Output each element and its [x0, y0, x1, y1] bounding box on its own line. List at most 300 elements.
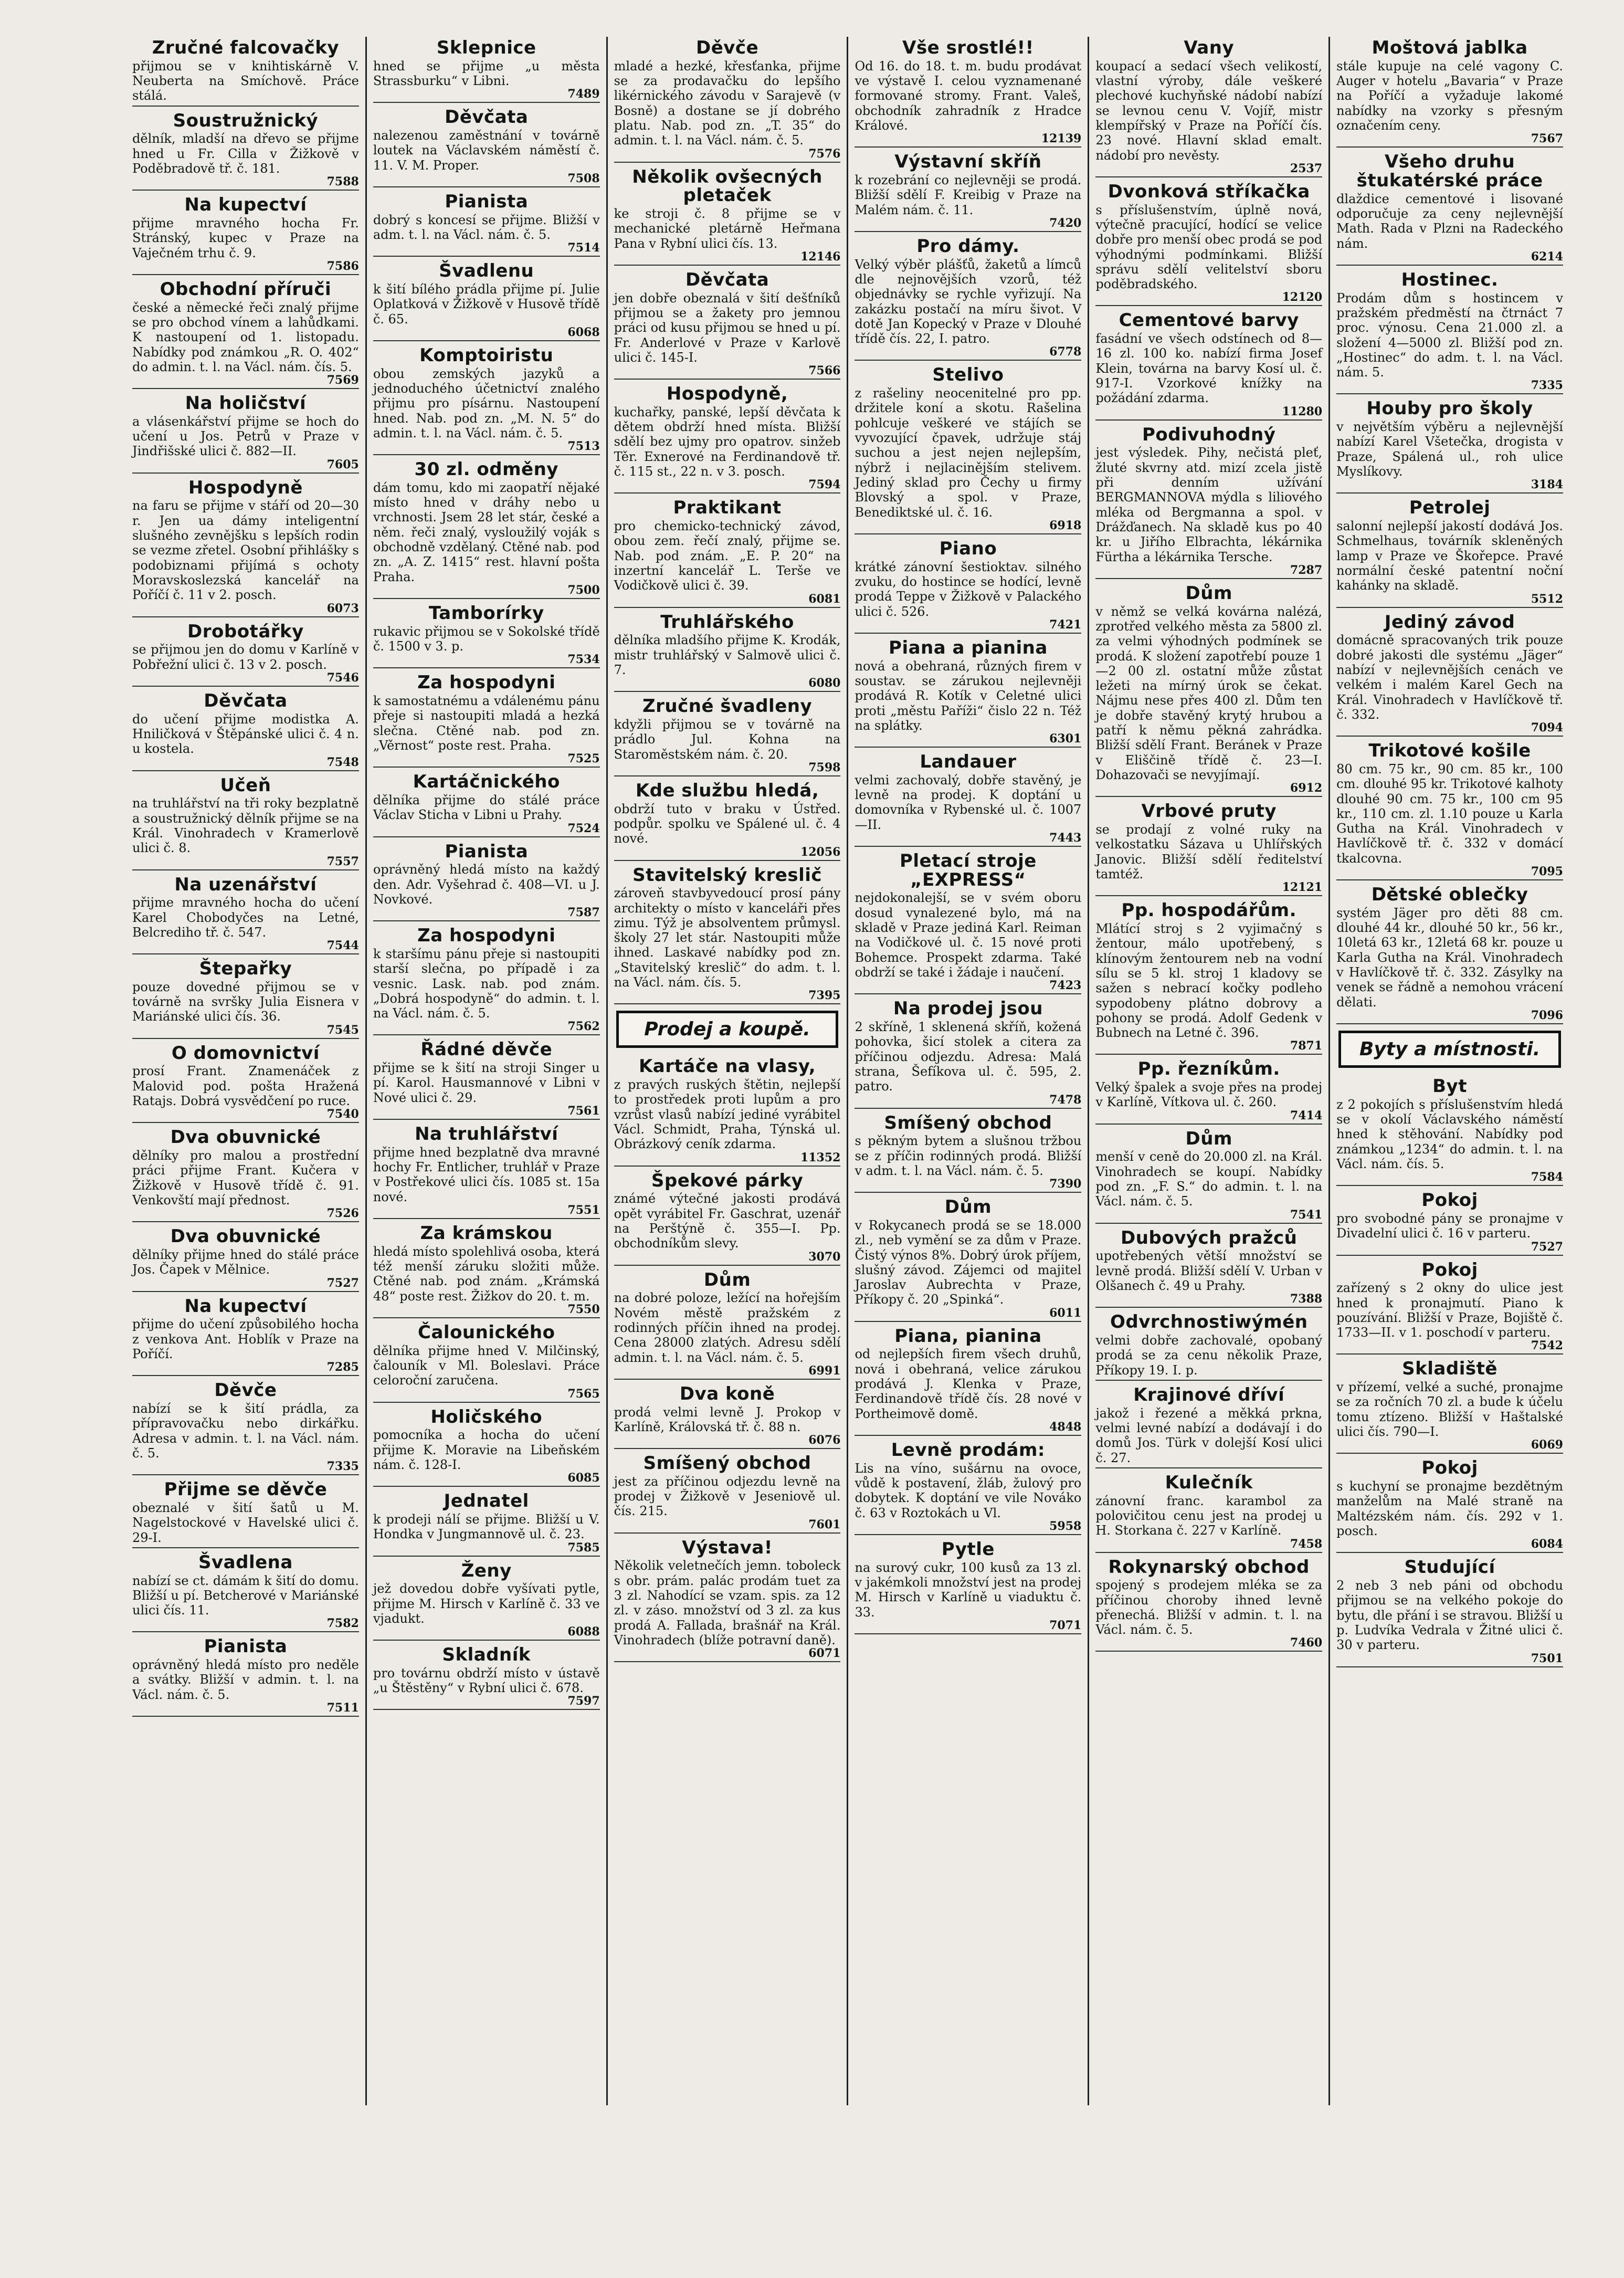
ad-title: Pianista — [445, 191, 529, 212]
ad-body: nová a obehraná, různých firem v soustav. se zárukou nejlevněji prodává R. Kotík v Celetné ulici proti „městu Paříži“ čislo 22 n. Též na splátky. — [855, 658, 1082, 733]
classified-ad — [614, 1539, 841, 1663]
ad-body: české a německé řeči znalý přijme se pro obchod vínem a lahůdkami. K nastoupení od 1. listopadu. Nabídky pod známkou „R. O. 402“ do admin. t. l. na Václ. nám. čís. 5. — [132, 300, 359, 374]
ad-title: Truhlářského — [660, 611, 794, 633]
ad-reference-number: 7565 — [567, 1387, 600, 1401]
ad-reference-number: 6011 — [1049, 1306, 1082, 1320]
ad-reference-number: 7395 — [808, 989, 841, 1003]
classified-ad — [1336, 1360, 1563, 1454]
ad-title: Na kupectví — [184, 1295, 307, 1317]
ad-body: s pěkným bytem a slušnou tržbou se z příčin rodinných prodá. Bližší v adm. t. l. na Václ. nám. č. 5. — [855, 1133, 1082, 1178]
ad-body: nabízí se k šití prádla, za přípravovačku nebo dirkářku. Adresa v admin. t. l. na Václ. nám. č. 5. — [132, 1401, 359, 1461]
classified-ad — [132, 1481, 359, 1548]
classified-ad — [855, 39, 1081, 148]
classified-ad — [1095, 584, 1322, 797]
ad-body: nejdokonalejší, se v svém oboru dosud vynalezené bylo, má na skladě v Praze jediná Karl. Reiman na Vodičkové ul. č. 15 nové proti Bohemce. Prospekt zdarma. Také obdrží se také i žádaje i naučení. — [855, 890, 1082, 980]
ad-reference-number: 7287 — [1290, 563, 1323, 577]
classified-ad — [132, 39, 359, 107]
ad-title: Děvče — [695, 37, 759, 58]
ad-body: z rašeliny neocenitelné pro pp. držitele koní a skotu. Rašelina pohlcuje veškeré ve stájích se vyvozující čpavek, udržuje stáj suchou a jest nejen nejlepším, nýbrž i nejlacinějším stelivem. Jediný sklad pro Čechy u firmy Blovský a spol. v Praze, Benediktské ul. č. 16. — [855, 386, 1082, 520]
classified-ad — [132, 692, 359, 771]
classified-ad — [855, 852, 1081, 994]
ad-reference-number: 12121 — [1282, 880, 1323, 895]
classified-ad — [614, 1172, 841, 1266]
ad-reference-number: 7524 — [567, 821, 600, 835]
ad-body: přijme do učení způsobilého hocha z venkova Ant. Hoblík v Praze na Poříčí. — [132, 1317, 359, 1361]
ad-title: Drobotářky — [187, 621, 304, 642]
classified-ads-page — [126, 37, 1569, 2105]
ad-reference-number: 7551 — [567, 1203, 600, 1217]
ad-title: Dvonková stříkačka — [1108, 181, 1310, 202]
ad-body: koupací a sedací všech velikostí, vlastní výroby, dále veškeré plechové kuchyňské nádobí nabízí se levnou cenu V. Vojíř, mistr klempířský v Praze na Poříčí čís. 23 nové. Hlavní sklad emalt. nádobí pro nevěsty. — [1095, 58, 1323, 163]
ad-body: přijme mravného hocha Fr. Stránský, kupec v Praze na Vaječném trhu č. 9. — [132, 215, 359, 260]
classified-ad — [1095, 311, 1322, 420]
ad-title: Dětské oblečky — [1371, 884, 1528, 906]
classified-ad — [855, 1198, 1081, 1322]
ad-body: v Rokycanech prodá se se 18.000 zl., neb vymění se za dům v Praze. Čistý výnos 8%. Dobrý úrok příjem, slušný závod. Zájemci od majitel Jaroslav Aubrechta v Praze, Příkopy č. 20 „Spinká“. — [855, 1217, 1082, 1307]
ad-title: Štepařky — [199, 958, 292, 980]
ad-body: z 2 pokojích s příslušenstvím hledá se v okolí Václavského náměstí hned k stěhování. Nabídky pod známkou „1234“ do admin. t. l. na Václ. nám. čís. 5. — [1336, 1097, 1563, 1171]
ad-reference-number: 6080 — [808, 676, 841, 690]
ad-title: Čalounického — [418, 1321, 555, 1343]
ad-title: Holičského — [430, 1406, 543, 1427]
ad-title: Špekové párky — [651, 1170, 804, 1191]
ad-body: od nejlepších firem všech druhů, nová i obehraná, velice zárukou prodává J. Klenka v Praze, Ferdinandově třídě čís. 28 nové v Portheimově domě. — [855, 1347, 1082, 1421]
ad-title: Pianista — [204, 1636, 288, 1657]
classified-ad — [1336, 1261, 1563, 1355]
ad-title: Na kupectví — [184, 194, 307, 216]
ad-title: Vany — [1184, 37, 1235, 58]
classified-ad — [855, 1441, 1081, 1535]
ad-title: Na holičství — [185, 393, 307, 414]
ad-reference-number: 7500 — [567, 583, 600, 597]
ad-body: Velký výběr plášťů, žaketů a límců dle nejnovějších vzorů, též objednávky se rychle vyřizují. Na zakázku postačí na míru šivot. V dotě Jan Kopecký v Praze v Dlouhé třídě čís. 22, I. patro. — [855, 257, 1082, 347]
classified-ad — [373, 1321, 600, 1403]
ad-reference-number: 11352 — [800, 1150, 841, 1164]
ad-column-4 — [847, 37, 1088, 2105]
ad-reference-number: 7527 — [326, 1276, 359, 1290]
ad-title: Piana a pianina — [889, 637, 1048, 658]
ad-reference-number: 7587 — [567, 906, 600, 920]
ad-body: z pravých ruských štětin, nejlepší to prostředek proti lupům a pro vzrůst vlasů nabízí jediné vyrábitel Václ. Schmidt, Praha, Týnská ul. Obrázkový ceník zdarma. — [614, 1077, 841, 1152]
ad-body: krátké zánovní šestioktav. silného zvuku, do hostince se hodící, levně prodá Teppe v Žižkově v Palackého ulici č. 526. — [855, 559, 1082, 619]
ad-body: k prodeji nálí se přijme. Bližší u V. Hondka v Jungmannově ul. č. 23. — [373, 1511, 600, 1542]
ad-reference-number: 7540 — [326, 1107, 359, 1121]
ad-reference-number: 7557 — [326, 854, 359, 868]
ad-reference-number: 7388 — [1290, 1292, 1323, 1306]
ad-reference-number: 7478 — [1049, 1093, 1082, 1107]
ad-title: Pro dámy. — [916, 235, 1020, 257]
classified-ad — [855, 366, 1081, 534]
ad-body: velmi dobře zachovalé, opobaný prodá se za cenu několik Praze, Příkopy 19. I. p. — [1095, 1333, 1323, 1378]
ad-reference-number: 7562 — [567, 1020, 600, 1034]
ad-reference-number: 7871 — [1290, 1039, 1323, 1053]
ad-reference-number: 7605 — [326, 457, 359, 471]
ad-body: menší v ceně do 20.000 zl. na Král. Vinohradech se koupí. Nabídky pod zn. „F. S.“ do admin. t. l. na Václ. nám. č. 5. — [1095, 1149, 1323, 1209]
ad-title: Kulečník — [1165, 1472, 1253, 1493]
ad-title: Pokoj — [1421, 1259, 1478, 1280]
ad-title: Kartáčnického — [413, 771, 560, 793]
ad-title: Piana, pianina — [894, 1325, 1042, 1347]
ad-title: Skladiště — [1402, 1358, 1498, 1380]
ad-title: Přijme se děvče — [164, 1479, 328, 1500]
ad-title: Skladník — [442, 1644, 531, 1666]
ad-title: Na uzenářství — [174, 874, 317, 895]
classified-ad — [132, 394, 359, 474]
ad-title: Děvčata — [445, 107, 529, 128]
ad-reference-number: 5512 — [1531, 592, 1563, 606]
ad-body: s příslušenstvím, úplně nová, výtečně pracující, hodící se velice dobře pro menší obec prodá se pod výhodnými podmínkami. Bližší správu sdělí velitelství sboru poděbradského. — [1095, 202, 1323, 292]
ad-body: dlaždice cementové i lisované odporučuje za ceny nejlevnější Math. Rada v Plzni na Radeckého nám. — [1336, 191, 1563, 251]
ad-title: O domovnictví — [171, 1042, 320, 1064]
ad-reference-number: 7566 — [808, 364, 841, 378]
ad-body: Lis na víno, sušárnu na ovoce, vůdě k postavení, žláb, žulový pro dobytek. K doptání ve vile Nováko č. 63 v Roztokách u Vl. — [855, 1461, 1082, 1520]
ad-body: 2 skříně, 1 sklenená skříň, kožená pohovka, šicí stolek a citera za příčinou odjezdu. Adresa: Malá strana, Šefíkova ul. č. 595, 2. patro. — [855, 1020, 1082, 1094]
ad-body: v němž se velká kovárna nalézá, zprotřed velkého města za 5800 zl. za velmi výhodných podmínek se prodá. K složení zapotřebí pouze 1—2 00 zl. ostatní může zůstat ležeti na mírný úrok se čekat. Nájmu nese přes 400 zl. Dům ten je dobře stavěný krytý hrubou a patří k němu pěkná zahrádka. Bližší sdělí Frant. Beránek v Praze v Eliščině třídě č. 23—I. Dohazovači se nevyjímají. — [1095, 604, 1323, 782]
ad-title: Několik ovšecných pletaček — [632, 166, 822, 206]
classified-ad — [855, 540, 1081, 634]
ad-body: ke stroji č. 8 přijme se v mechanické pletárně Heřmana Pana v Rybní ulici čís. 13. — [614, 206, 841, 251]
ad-reference-number: 7588 — [326, 175, 359, 189]
classified-ad — [1095, 901, 1322, 1055]
ad-reference-number: 7514 — [567, 241, 600, 255]
ad-title: Sklepnice — [436, 37, 536, 58]
ad-body: obdrží tuto v braku v Ústřed. podpůr. spolku ve Spálené ul. č. 4 nové. — [614, 801, 841, 846]
ad-reference-number: 7526 — [326, 1206, 359, 1221]
ad-title: Za hospodyni — [417, 925, 556, 947]
classified-ad — [132, 960, 359, 1039]
ad-reference-number: 7598 — [808, 760, 841, 774]
classified-ad — [855, 1000, 1081, 1108]
classified-ad — [373, 674, 600, 768]
ad-body: obou zemských jazyků a jednoduchého účetnictví znalého přijmu pro písárnu. Nastoupení hned. Nab. pod zn. „M. N. 5“ do admin. t. l. na Václ. nám. č. 5. — [373, 366, 600, 440]
ad-title: Kde službu hledá, — [635, 780, 819, 801]
ad-title: Moštová jablka — [1372, 37, 1528, 58]
ad-reference-number: 6071 — [808, 1646, 841, 1661]
ad-title: Obchodní příruči — [160, 278, 332, 300]
classified-ad — [1095, 1229, 1322, 1308]
section-banner-rent: Byty a místnosti. — [1338, 1031, 1561, 1068]
ad-body: oprávněný hledá místo na každý den. Adr. Vyšehrad č. 408—VI. u J. Novkové. — [373, 862, 600, 907]
ad-title: Děvče — [214, 1380, 277, 1401]
classified-ad — [855, 1540, 1081, 1634]
ad-title: Vrbové pruty — [1141, 801, 1277, 822]
classified-ad — [373, 193, 600, 257]
ad-reference-number: 7443 — [1049, 831, 1082, 845]
ad-title: Hospodyně — [188, 477, 303, 498]
classified-ad — [373, 1408, 600, 1487]
classified-ad — [614, 39, 841, 163]
ad-body: dělníka přijme hned V. Milčinský, čalouník v Ml. Boleslavi. Práce celoroční zaručena. — [373, 1343, 600, 1388]
classified-ad — [373, 39, 600, 103]
classified-ad — [132, 1553, 359, 1633]
ad-reference-number: 7550 — [567, 1302, 600, 1316]
ad-body: spojený s prodejem mléka se za příčinou choroby ihned levně přenechá. Bližší v admin. t. l. na Václ. nám. č. 5. — [1095, 1578, 1323, 1637]
classified-ad — [1095, 1386, 1322, 1468]
classified-ad — [132, 196, 359, 275]
ad-title: Jednatel — [444, 1490, 529, 1512]
ad-reference-number: 7458 — [1290, 1537, 1323, 1551]
ad-title: Cementové barvy — [1119, 310, 1299, 331]
classified-ad — [373, 1562, 600, 1641]
ad-body: zároveň stavbyvedoucí prosí pány architekty o místo v kanceláři přes zimu. Týž je absolventem průmysl. školy 27 let stár. Nastoupiti může ihned. Laskavé nabídky pod zn. „Stavitelský kreslič“ do adm. t. l. na Václ. nám. čís. 5. — [614, 886, 841, 990]
ad-body: dělníky přijme hned do stálé práce Jos. Čapek v Mělnice. — [132, 1247, 359, 1277]
ad-reference-number: 7542 — [1531, 1339, 1563, 1353]
classified-ad — [1095, 1313, 1322, 1381]
ad-reference-number: 11280 — [1282, 404, 1323, 418]
ad-title: Byt — [1432, 1075, 1467, 1097]
classified-ad — [373, 460, 600, 599]
ad-reference-number: 7335 — [326, 1460, 359, 1474]
ad-body: s kuchyní se pronajme bezdětným manželům na Malé straně na Maltézském nám. čís. 292 v 1. posch. — [1336, 1479, 1563, 1538]
ad-reference-number: 3184 — [1531, 478, 1563, 492]
classified-ad — [132, 1128, 359, 1222]
ad-body: a vlásenkářství přijme se hoch do učení u Jos. Petrů v Praze v Jindřišské ulici č. 882—II. — [132, 414, 359, 459]
classified-ad — [373, 344, 600, 455]
ad-body: dělník, mladší na dřevo se přijme hned u Fr. Cilla v Žižkově v Poděbradově tř. č. 181. — [132, 131, 359, 176]
ad-title: 30 zl. odměny — [414, 459, 558, 480]
ad-title: Dům — [1185, 582, 1232, 604]
ad-title: Dva obuvnické — [170, 1127, 321, 1148]
ad-reference-number: 6069 — [1531, 1438, 1563, 1452]
ad-body: na truhlářství na tři roky bezplatně a soustružnický dělník přijme se na Král. Vinohradech v Kramerlově ulici č. 8. — [132, 796, 359, 856]
ad-title: Podivuhodný — [1142, 424, 1276, 445]
ad-column-1 — [126, 37, 365, 2105]
classified-ad — [614, 385, 841, 494]
ad-title: Pokoj — [1421, 1457, 1478, 1479]
classified-ad — [132, 1044, 359, 1124]
classified-ad — [373, 1224, 600, 1318]
ad-title: Smíšený obchod — [884, 1112, 1052, 1133]
classified-ad — [855, 1327, 1081, 1436]
ad-body: fasádní ve všech odstínech od 8—16 zl. 100 ko. nabízí firma Josef Klein, továrna na barvy Kosí ul. č. 917-I. Vzorkové knížky na požádání zdarma. — [1095, 331, 1323, 406]
classified-ad — [1336, 39, 1563, 148]
ad-body: oprávněný hledá místo pro neděle a svátky. Bližší v admin. t. l. na Václ. nám. č. 5. — [132, 1657, 359, 1702]
classified-ad — [1336, 886, 1563, 1024]
ad-body: k staršímu pánu přeje si nastoupiti starší slečna, po případě i za vesnic. Lask. nab. pod znám. „Dobrá hospodyně“ do admin. t. l. na Václ. nám. č. 5. — [373, 946, 600, 1021]
ad-title: Petrolej — [1409, 497, 1491, 519]
ad-title: Studující — [1404, 1557, 1495, 1578]
ad-reference-number: 6214 — [1531, 249, 1563, 264]
ad-title: Švadlenu — [439, 260, 534, 282]
ad-body: na surový cukr, 100 kusů za 13 zl. v jakémkoli množství jest na prodej M. Hirsch v Karlíně u viaduktu č. 33. — [855, 1560, 1082, 1620]
classified-ad — [614, 782, 841, 861]
classified-ad — [132, 1637, 359, 1717]
classified-ad — [1095, 426, 1322, 579]
ad-title: Hospodyně, — [666, 383, 788, 405]
ad-body: nalezenou zaměstnání v továrně loutek na Václavském náměstí č. 11. V. M. Proper. — [373, 128, 600, 173]
ad-reference-number: 7501 — [1531, 1651, 1563, 1665]
ad-title: Všeho druhu štukatérské práce — [1356, 151, 1543, 191]
ad-title: Kartáče na vlasy, — [638, 1056, 816, 1077]
ad-body: Prodám dům s hostincem v pražském předměstí na čtrnáct 7 proc. výnosu. Cena 21.000 zl. a složení 4—5000 zl. Bližší pod zn. „Hostinec“ do adm. t. l. na Václ. nám. 5. — [1336, 290, 1563, 380]
ad-body: jen dobře obeznalá v šití dešťníků přijmou se a žakety pro jemnou práci od kusu přijmou se hned u pí. Fr. Anderlové v Praze v Karlově ulici č. 145-I. — [614, 290, 841, 365]
ad-body: do učení přijme modistka A. Hniličková v Štěpánské ulici č. 4 n. u kostela. — [132, 711, 359, 757]
classified-ad — [132, 623, 359, 687]
ad-title: Řádné děvče — [420, 1039, 553, 1061]
ad-title: Výstavní skříň — [894, 151, 1042, 173]
ad-reference-number: 6081 — [808, 592, 841, 606]
ad-title: Děvčata — [685, 269, 769, 290]
ad-title: Dubových pražců — [1121, 1227, 1298, 1248]
classified-ad — [132, 1297, 359, 1377]
classified-ad — [132, 776, 359, 870]
ad-title: Rokynarský obchod — [1108, 1556, 1310, 1578]
ad-reference-number: 7460 — [1290, 1636, 1323, 1650]
ad-body: se přijmou jen do domu v Karlíně v Pobřežní ulici č. 13 v 2. posch. — [132, 642, 359, 672]
ad-body: kdyžli přijmou se v továrně na prádlo Jul. Kohna na Staroměstském nám. č. 20. — [614, 717, 841, 762]
ad-reference-number: 7508 — [567, 171, 600, 185]
classified-ad — [1336, 1191, 1563, 1255]
classified-ad — [614, 697, 841, 776]
ad-reference-number: 6088 — [567, 1625, 600, 1639]
classified-ad — [855, 639, 1081, 748]
ad-reference-number: 7414 — [1290, 1108, 1323, 1122]
ad-body: na faru se přijme v stáří od 20—30 r. Jen ua dámy inteligentní slušného zevnějšku s lepších rodin se vezme zřetel. Osobní přihlášky s podobiznami přijímá s ochoty Moravskoslezská kancelář na Poříčí č. 11 v 2. posch. — [132, 498, 359, 603]
ad-reference-number: 7527 — [1531, 1240, 1563, 1254]
ad-body: salonní nejlepší jakostí dodává Jos. Schmelhaus, továrník skleněných lamp v Praze ve Škořepce. Pravé normální české patentní noční kahánky na skladě. — [1336, 519, 1563, 593]
ad-body: v největším výběru a nejlevnější nabízí Karel Všetečka, drogista v Praze, Spálená ul., roh ulice Myslíkovy. — [1336, 419, 1563, 479]
ad-reference-number: 6076 — [808, 1433, 841, 1447]
classified-ad — [855, 753, 1081, 847]
ad-reference-number: 6085 — [567, 1471, 600, 1485]
ad-title: Pp. řezníkům. — [1137, 1058, 1280, 1080]
ad-reference-number: 12056 — [800, 845, 841, 859]
classified-ad — [373, 262, 600, 341]
ad-title: Děvčata — [204, 690, 288, 711]
classified-ad — [855, 153, 1081, 232]
classified-ad — [373, 927, 600, 1035]
ad-title: Za krámskou — [420, 1223, 553, 1244]
classified-ad — [614, 1057, 841, 1166]
ad-title: Zručné falcovačky — [152, 37, 340, 58]
classified-ad — [614, 866, 841, 1005]
ad-body: na dobré poloze, ležící na hořejším Novém městě pražském z rodinných příčin ihned na prodej. Cena 28000 zlatých. Adresu sdělí admin. t. l. na Václ. nám. č. 5. — [614, 1290, 841, 1365]
classified-ad — [1095, 39, 1322, 177]
ad-reference-number: 7285 — [326, 1360, 359, 1374]
ad-title: Hostinec. — [1401, 269, 1499, 290]
ad-body: dám tomu, kdo mi zaopatří nějaké místo hned v dráhy nebo u vrchnosti. Jsem 28 let stár, české a něm. řeči znalý, vysloužilý voják s obchodně vzdělaný. Ctěné nab. pod zn. „A. Z. 1415“ rest. hlavní pošta Praha. — [373, 480, 600, 584]
ad-body: Velký špalek a svoje přes na prodej v Karlíně, Vítkova ul. č. 260. — [1095, 1080, 1323, 1110]
ad-body: přijme se k šití na stroji Singer u pí. Karol. Hausmannové v Libni v Nové ulici č. 29. — [373, 1061, 600, 1105]
ad-title: Na prodej jsou — [893, 998, 1043, 1020]
ad-title: Výstava! — [682, 1537, 773, 1558]
ad-column-3 — [606, 37, 847, 2105]
ad-title: Landauer — [920, 751, 1017, 773]
ad-body: Od 16. do 18. t. m. budu prodávat ve výstavě I. celou vyznamenané formované stromy. Frant. Valeš, obchodník zahradník z Hradce Králové. — [855, 58, 1082, 133]
classified-ad — [1095, 1130, 1322, 1224]
ad-title: Zručné švadleny — [642, 696, 813, 717]
ad-reference-number: 7601 — [808, 1517, 841, 1531]
ad-title: Soustružnický — [173, 110, 319, 131]
ad-reference-number: 7095 — [1531, 865, 1563, 879]
ad-body: upotřebených větší množství se levně prodá. Bližší sdělí V. Urban v Olšanech č. 49 u Prahy. — [1095, 1248, 1323, 1293]
ad-reference-number: 3070 — [808, 1250, 841, 1264]
ad-title: Pletací stroje „EXPRESS“ — [899, 851, 1037, 890]
ad-body: obeznalé v šití šatů u M. Nagelstockové v Havelské ulici č. 29-I. — [132, 1500, 359, 1545]
ad-reference-number: 7489 — [567, 87, 600, 101]
ad-reference-number: 7390 — [1049, 1177, 1082, 1191]
section-banner-sale: Prodej a koupě. — [616, 1011, 839, 1048]
ad-title: Pytle — [941, 1538, 995, 1560]
ad-reference-number: 7548 — [326, 755, 359, 769]
ad-reference-number: 7525 — [567, 752, 600, 766]
ad-body: domácně spracovaných trik pouze dobré jakosti dle systému „Jäger“ nabízí v nejlevnějších cenách ve velkém i malém Karel Gech na Král. Vinohradech v Havlíčkově tř. č. 332. — [1336, 633, 1563, 722]
classified-ad — [855, 1114, 1081, 1193]
ad-reference-number: 12146 — [800, 249, 841, 264]
classified-ad — [1336, 1558, 1563, 1667]
ad-body: známé výtečné jakosti prodává opět vyrábitel Fr. Gaschrat, uzenář na Perštýně č. 355—I. Pp. obchodníkům slevy. — [614, 1191, 841, 1251]
ad-reference-number: 6918 — [1049, 518, 1082, 532]
ad-reference-number: 12120 — [1282, 290, 1323, 305]
ad-reference-number: 6912 — [1290, 781, 1323, 795]
classified-ad — [1336, 153, 1563, 266]
ad-title: Tamborírky — [428, 603, 544, 624]
classified-ad — [373, 1041, 600, 1120]
ad-reference-number: 6778 — [1049, 345, 1082, 359]
ad-body: dělníka přijme do stálé práce Václav Sticha v Libni u Prahy. — [373, 792, 600, 823]
ad-reference-number: 7594 — [808, 478, 841, 492]
ad-title: Pp. hospodářům. — [1121, 900, 1297, 921]
ad-body: rukavic přijmou se v Sokolské třídě č. 1500 v 3. p. — [373, 624, 600, 654]
ad-title: Dva koně — [679, 1383, 775, 1404]
ad-body: Mlátící stroj s 2 vyjimačný s žentour, málo upotřebený, s klínovým žentourem neb na vodní sílu se 5 kl. stroj 1 kladovy se sažen s nebrací kočky podleho sypodobeny plátno dobrovy a pohony se prodá. Adolf Gedenk v Bubnech na Letné č. 396. — [1095, 921, 1323, 1041]
classified-ad — [373, 604, 600, 668]
ad-title: Piano — [939, 538, 997, 559]
ad-title: Houby pro školy — [1366, 398, 1533, 419]
ad-column-2 — [365, 37, 606, 2105]
ad-title: Pianista — [445, 841, 529, 862]
ad-body: jest výsledek. Pihy, nečistá pleť, žluté skvrny atd. mizí zcela jistě při denním užívání BERGMANNOVA mýdla s liliového mléka od Bergmanna a spol. v Drážďanech. Na skladě kus po 40 kr. u Jiřího Elbrachta, lékárnika Fürtha a lékárnika Tersche. — [1095, 445, 1323, 564]
classified-ad — [1336, 742, 1563, 880]
ad-body: dělníky pro malou a prostřední práci přijme Frant. Kučera v Žižkově v Husově třídě č. 91. Venkovští mají přednost. — [132, 1148, 359, 1208]
ad-reference-number: 7071 — [1049, 1618, 1082, 1632]
classified-ad — [373, 1125, 600, 1219]
ad-reference-number: 6301 — [1049, 732, 1082, 746]
ad-body: pro svobodné pány se pronajme v Divadelní ulici č. 16 v parteru. — [1336, 1211, 1563, 1241]
ad-body: přijme mravného hocha do učení Karel Chobodyčes na Letné, Belcrediho tř. č. 547. — [132, 895, 359, 940]
ad-title: Komptoiristu — [419, 344, 554, 366]
ad-body: jakož i řezené a měkká prkna, velmi levné nabízí a dodávají i do domů Jos. Türk v dolejší Kosí ulici č. 27. — [1095, 1405, 1323, 1465]
ad-title: Stavitelský kreslič — [632, 864, 822, 886]
ad-title: Krajinové dříví — [1133, 1384, 1285, 1405]
classified-ad — [1095, 1060, 1322, 1124]
classified-ad — [1095, 802, 1322, 896]
classified-ad — [1095, 183, 1322, 307]
classified-ad — [132, 1227, 359, 1292]
ad-title: Stelivo — [932, 364, 1004, 386]
classified-ad — [614, 613, 841, 692]
ad-body: k rozebrání co nejlevněji se prodá. Bližší sdělí F. Kreibig v Praze na Malém nám. č. 11. — [855, 172, 1082, 217]
classified-ad — [1336, 271, 1563, 395]
classified-ad — [1336, 1459, 1563, 1553]
ad-reference-number: 7513 — [567, 439, 600, 454]
ad-title: Na truhlářství — [415, 1124, 558, 1145]
ad-body: 80 cm. 75 kr., 90 cm. 85 kr., 100 cm. dlouhé 95 kr. Trikotové kalhoty dlouhé 90 cm. 75 kr., 100 cm 95 kr., 110 cm. zl. 1.10 pouze u Karla Gutha na Král. Vinohradech v Havlíčkově tř. č. 332 v domácí tkalcovna. — [1336, 761, 1563, 866]
ad-reference-number: 12139 — [1041, 132, 1082, 146]
ad-reference-number: 7585 — [567, 1540, 600, 1555]
classified-ad — [132, 479, 359, 617]
classified-ad — [373, 773, 600, 837]
ad-body: Několik veletnečích jemn. toboleck s obr. prám. palác prodám tuet za 3 zl. Nahodící se vzam. spis. za 12 zl. v záso. množství od 3 zl. za kus prodá A. Fallada, brašnář na Král. Vinohradech (blíže potravní daně). — [614, 1558, 841, 1647]
classified-ad — [1336, 613, 1563, 737]
ad-column-5 — [1088, 37, 1328, 2105]
ad-reference-number: 7094 — [1531, 721, 1563, 735]
ad-body: kuchařky, panské, lepší děvčata k dětem obdrží hned místa. Bližší sdělí bez ujmy pro opatrov. sinžeb Těr. Exnerové na Ferdinandově tř. č. 115 st., 22 n. v 3. posch. — [614, 404, 841, 479]
ad-body: 2 neb 3 neb páni od obchodu přijmou se na velkého pokoje do bytu, dle přání i se stravou. Bližší u p. Ludvíka Vedrala v Žitné ulici č. 30 v parteru. — [1336, 1578, 1563, 1653]
ad-body: pro chemicko-technický závod, obou zem. řečí znalý, přijme se. Nab. pod znám. „E. P. 20“ na inzertní kancelář L. Terše ve Vodičkově ulici č. 39. — [614, 519, 841, 593]
ad-reference-number: 6068 — [567, 325, 600, 339]
ad-title: Dům — [703, 1269, 751, 1290]
